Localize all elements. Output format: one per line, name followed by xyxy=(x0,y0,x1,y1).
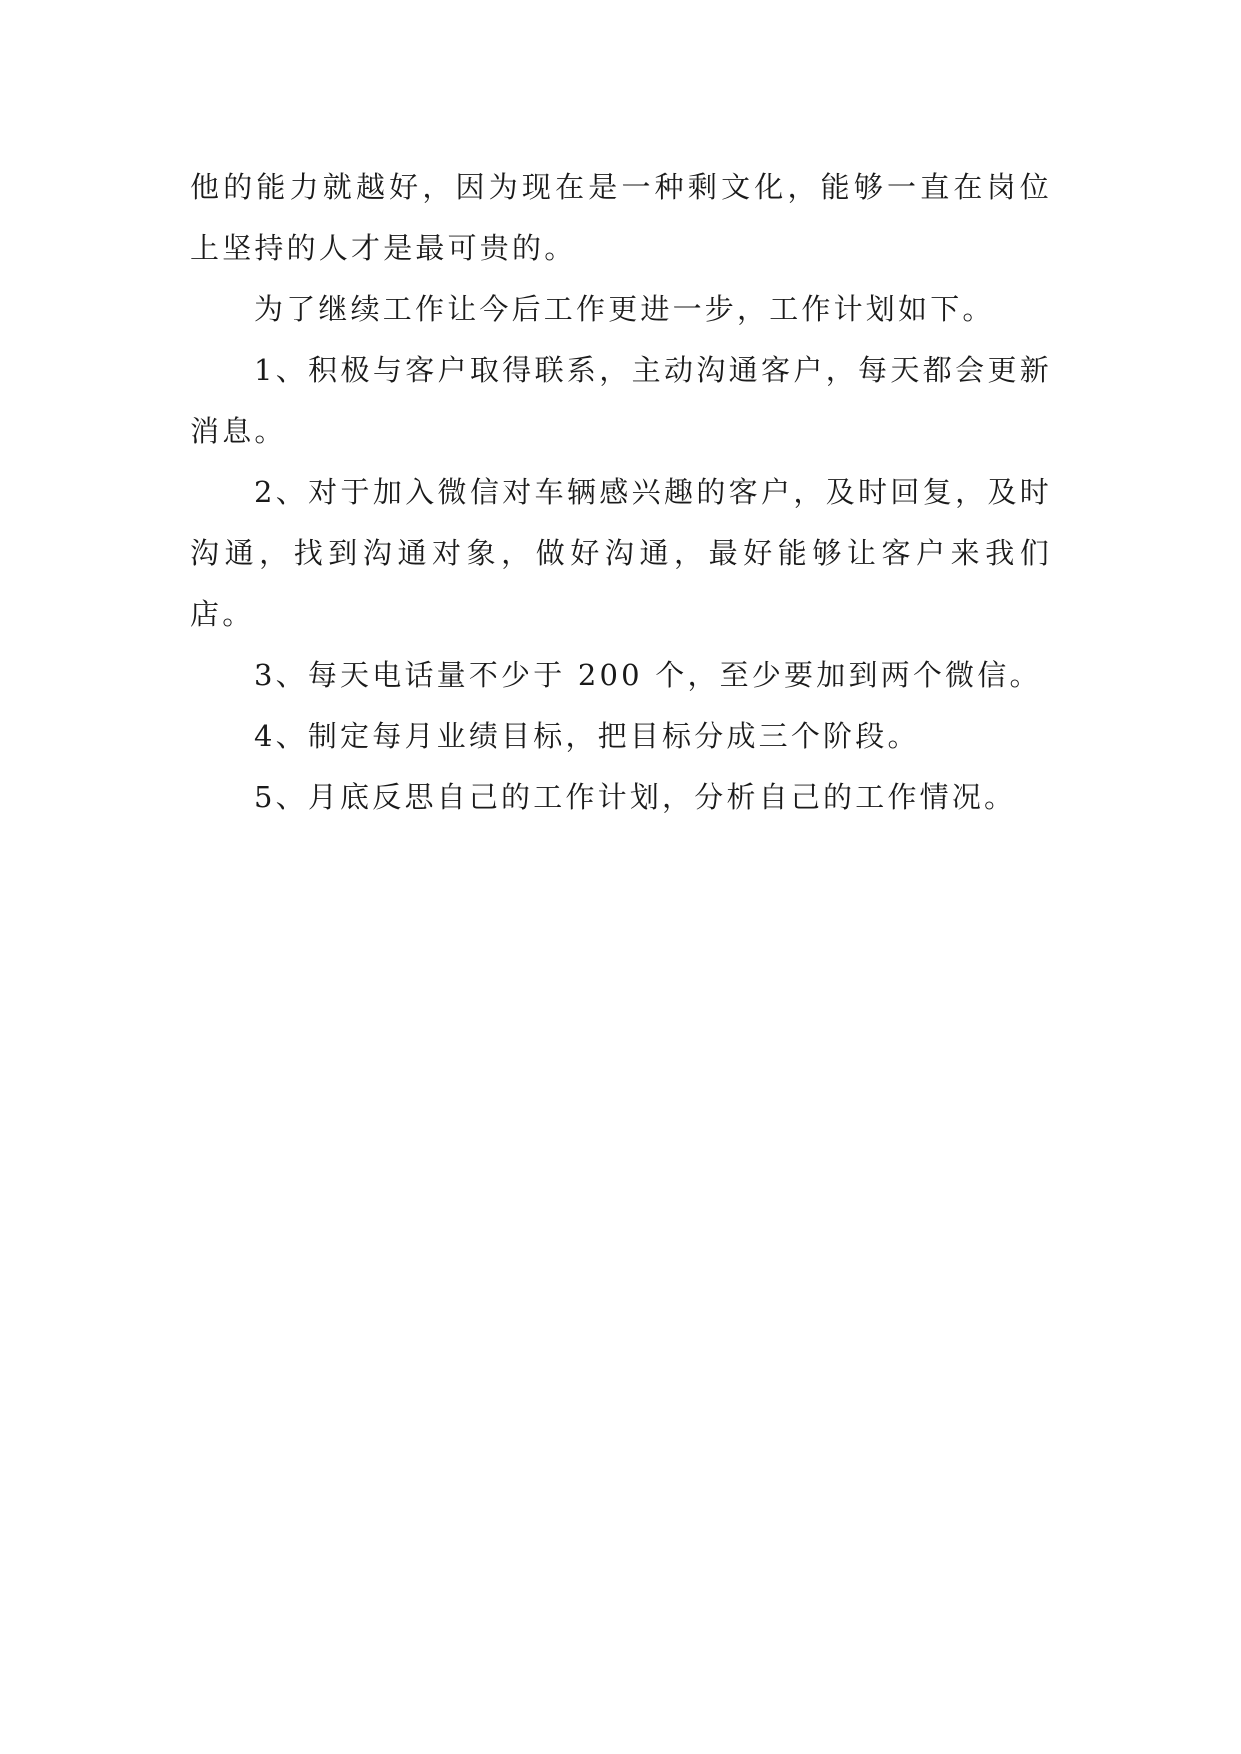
plan-item-2: 2、对于加入微信对车辆感兴趣的客户，及时回复，及时沟通，找到沟通对象，做好沟通，最好能够让客户来我们店。 xyxy=(190,475,1052,631)
plan-item-5: 5、月底反思自己的工作计划，分析自己的工作情况。 xyxy=(254,780,1017,814)
plan-item-4: 4、制定每月业绩目标，把目标分成三个阶段。 xyxy=(254,719,920,753)
plan-item-1: 1、积极与客户取得联系，主动沟通客户，每天都会更新消息。 xyxy=(190,353,1052,448)
paragraph-continuation: 他的能力就越好，因为现在是一种剩文化，能够一直在岗位上坚持的人才是最可贵的。 xyxy=(190,170,1052,265)
document-body xyxy=(190,157,1052,828)
paragraph-plan-intro: 为了继续工作让今后工作更进一步，工作计划如下。 xyxy=(254,292,995,326)
plan-item-3: 3、每天电话量不少于 200 个，至少要加到两个微信。 xyxy=(254,658,1042,692)
